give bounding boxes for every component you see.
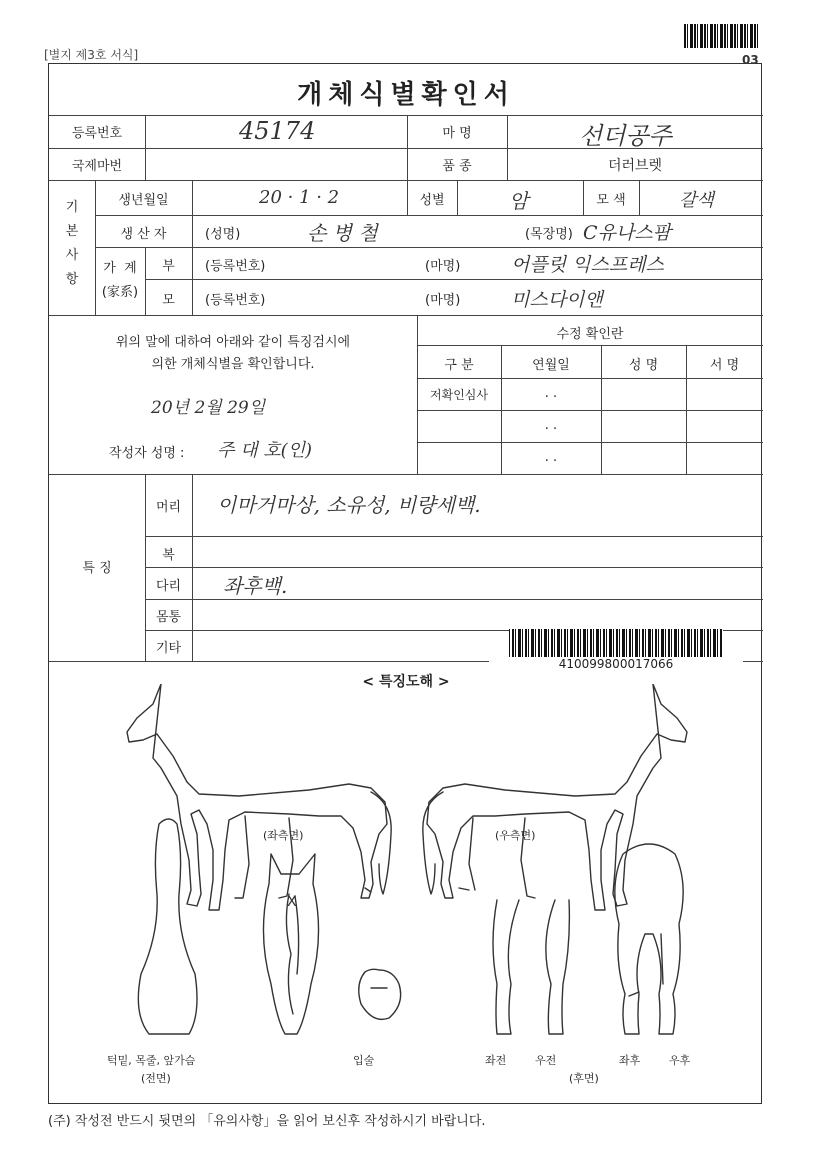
trunk-label: 몸통	[155, 610, 182, 625]
author-value: 주 대 호(인)	[217, 440, 313, 461]
leg-label: 다리	[155, 579, 182, 594]
revision-title: 수정 확인란	[556, 327, 624, 342]
front-caption: 턱밑, 목줄, 앞가슴	[107, 1054, 196, 1067]
color-value: 갈색	[679, 190, 714, 211]
front-right-caption: 우전	[535, 1054, 557, 1067]
identification-form	[48, 63, 762, 1104]
revision-header: 서 명	[709, 358, 740, 373]
revision-cell: . .	[544, 418, 558, 433]
abdomen-label: 복	[162, 548, 175, 563]
top-barcode	[684, 24, 760, 48]
author-label: 작성자 성명 :	[109, 446, 185, 461]
horse-front-neck-drawing	[138, 819, 197, 1034]
leg-value: 좌후백.	[223, 574, 288, 598]
muzzle-caption: 입술	[353, 1054, 375, 1067]
diagram-title: < 특징도해 >	[362, 674, 450, 690]
breed-label: 품 종	[442, 159, 472, 174]
ranch-value: C유나스팜	[583, 222, 671, 244]
color-label: 모 색	[596, 193, 626, 208]
sire-label: 부	[162, 259, 175, 274]
features-section-label: 특 징	[82, 561, 112, 576]
rear-label: (후면)	[569, 1072, 599, 1085]
sex-label: 성별	[419, 193, 445, 208]
hind-left-caption: 좌후	[619, 1054, 641, 1067]
left-side-label: (좌측면)	[263, 829, 304, 842]
confirm-date: 20년 2월 29일	[151, 398, 266, 418]
dam-name-value: 미스다이앤	[511, 289, 603, 311]
page-number: 03	[742, 53, 759, 67]
reg-number-label: 등록번호	[71, 126, 123, 141]
horse-front-legs-drawing	[493, 900, 569, 1034]
confirm-text-2: 의한 개체식별을 확인합니다.	[151, 357, 315, 372]
hind-right-caption: 우후	[669, 1054, 691, 1067]
dam-label: 모	[162, 293, 175, 308]
revision-cell: . .	[544, 450, 558, 465]
front-label: (전면)	[141, 1072, 171, 1085]
head-label: 머리	[155, 500, 182, 515]
footer-note: (주) 작성전 반드시 뒷면의 「유의사항」을 읽어 보신후 작성하시기 바랍니다.	[48, 1114, 486, 1129]
reg-number-value: 45174	[239, 117, 316, 145]
sex-value: 암	[509, 189, 529, 213]
sire-name-value: 어플릿 익스프레스	[511, 254, 664, 276]
id-barcode	[509, 629, 723, 657]
breed-value: 더러브렛	[607, 158, 663, 174]
producer-label: 생 산 자	[120, 227, 167, 242]
revision-cell: . .	[544, 386, 558, 401]
head-value: 이마거마상, 소유성, 비량세백.	[217, 493, 481, 517]
right-side-label: (우측면)	[495, 829, 536, 842]
horse-muzzle-drawing	[359, 969, 401, 1019]
horse-face-drawing	[263, 854, 318, 1034]
sire-name-label: (마명)	[425, 259, 461, 274]
svg-text:X: X	[287, 894, 297, 910]
horse-name-label: 마 명	[442, 126, 472, 141]
revision-header: 연월일	[532, 358, 570, 373]
basic-section-label: 기 본 사 항	[65, 200, 79, 287]
producer-name-value: 손 병 철	[307, 221, 378, 245]
form-title: 개체식별확인서	[297, 80, 515, 110]
confirm-text-1: 위의 말에 대하여 아래와 같이 특징검시에	[115, 335, 351, 350]
marking-diagram	[49, 684, 763, 1054]
horse-left-side-drawing	[127, 684, 391, 910]
lineage-label: 가 계 (家系)	[101, 261, 139, 300]
horse-rear-drawing	[615, 844, 683, 1034]
intl-number-label: 국제마번	[71, 159, 123, 174]
revision-cell: 저확인심사	[430, 388, 488, 402]
sire-reg-label: (등록번호)	[205, 259, 266, 274]
horse-right-side-drawing	[423, 684, 687, 910]
other-label: 기타	[155, 641, 182, 656]
revision-header: 성 명	[628, 358, 659, 373]
barcode-number: 410099800017066	[489, 657, 743, 671]
form-id: [별지 제3호 서식]	[44, 48, 139, 62]
dam-name-label: (마명)	[425, 293, 461, 308]
producer-name-label: (성명)	[205, 227, 241, 242]
horse-name-value: 선더공주	[579, 122, 672, 150]
revision-header: 구 분	[444, 358, 474, 373]
front-left-caption: 좌전	[485, 1054, 507, 1067]
ranch-label: (목장명)	[525, 227, 573, 242]
birth-value: 20 · 1 · 2	[259, 187, 340, 208]
birth-label: 생년월일	[118, 193, 169, 208]
dam-reg-label: (등록번호)	[205, 293, 266, 308]
